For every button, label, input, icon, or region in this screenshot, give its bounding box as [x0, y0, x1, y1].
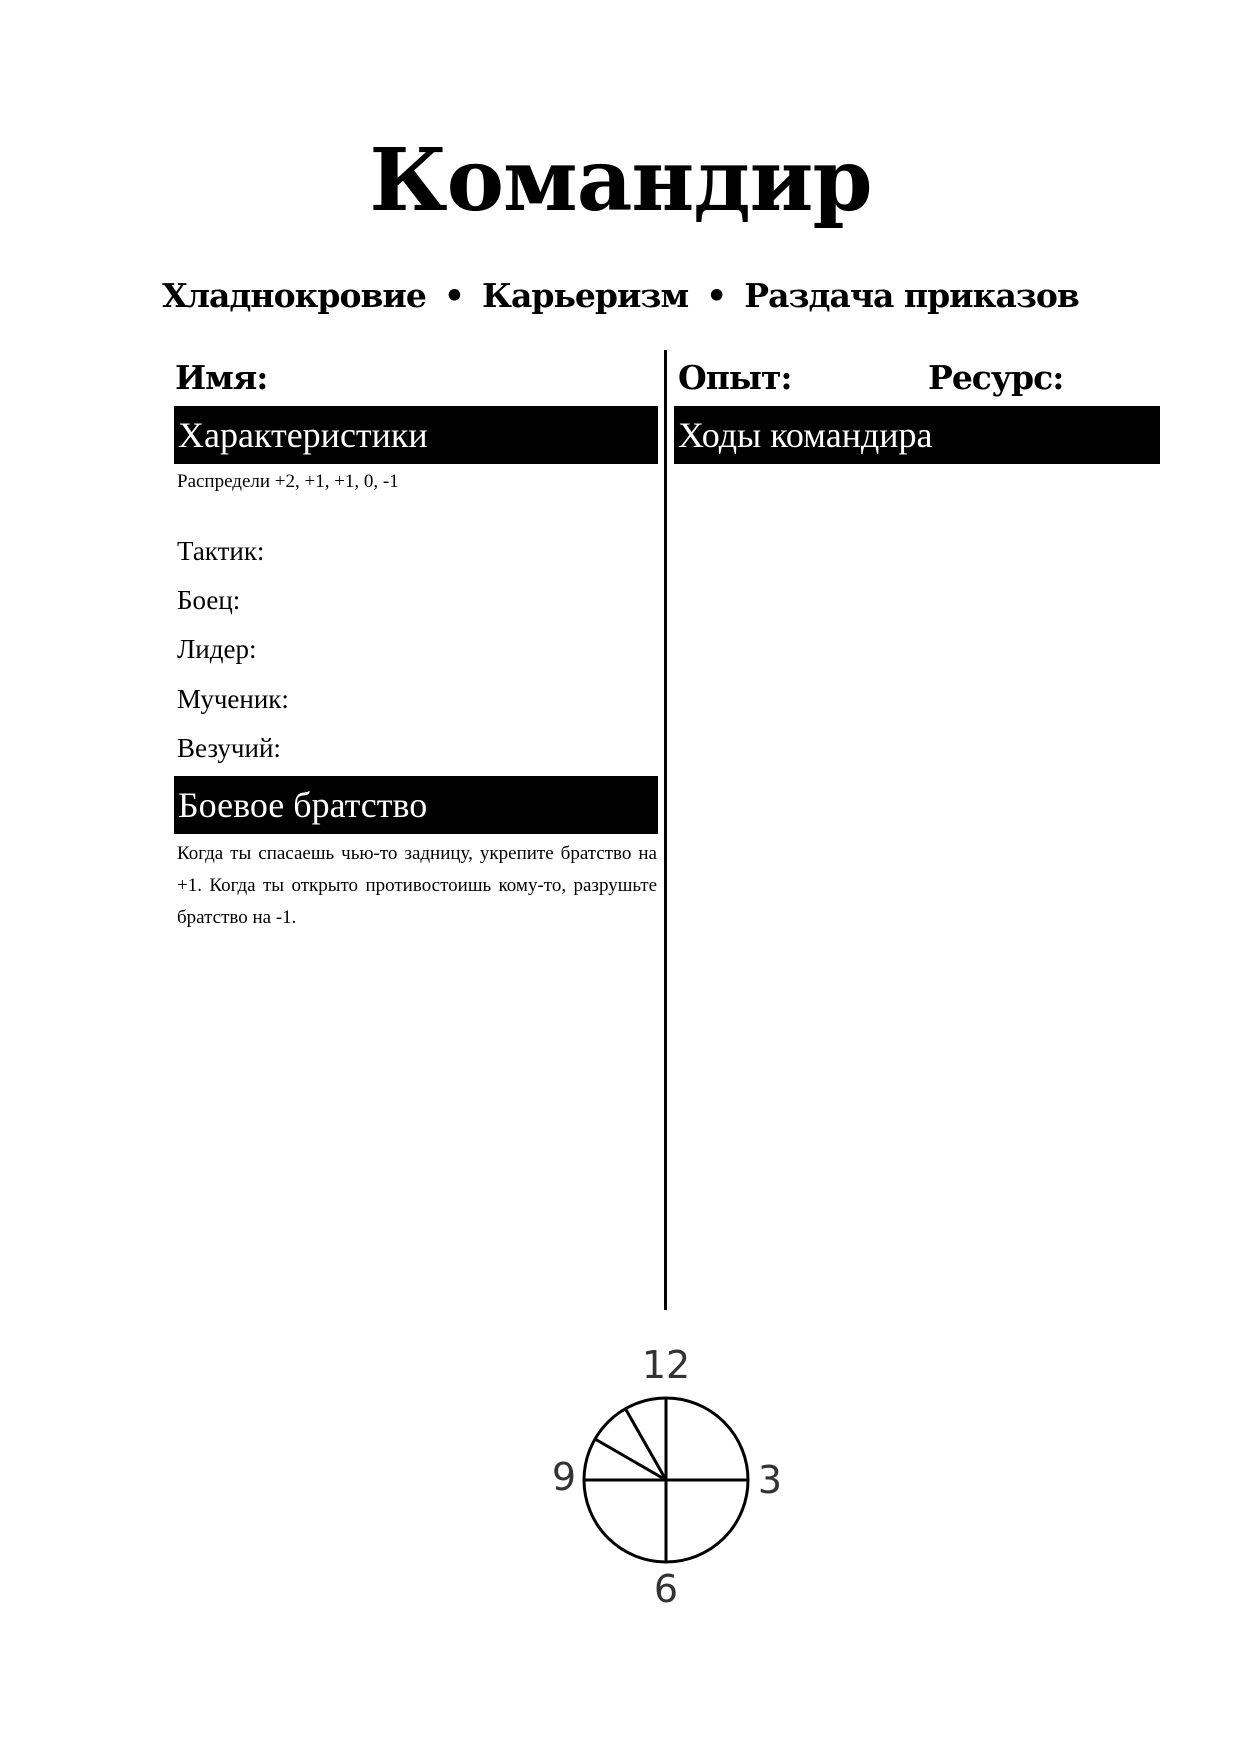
stat-lucky: Везучий:	[177, 733, 281, 763]
subtitle-item-3: Раздача приказов	[744, 276, 1079, 315]
page-title: Командир	[369, 130, 872, 231]
bullet-separator: •	[706, 276, 727, 315]
stat-martyr: Мученик:	[177, 684, 289, 714]
brotherhood-header: Боевое братство	[174, 776, 658, 834]
clock-label-6: 6	[653, 1567, 679, 1611]
clock-label-3: 3	[757, 1458, 783, 1502]
subtitle-item-2: Карьеризм	[482, 276, 689, 315]
bullet-separator: •	[443, 276, 464, 315]
stat-tactician: Тактик:	[177, 536, 265, 566]
name-field-label: Имя:	[175, 358, 268, 397]
resource-field-label: Ресурс:	[928, 358, 1064, 397]
characteristics-hint: Распредели +2, +1, +1, 0, -1	[177, 471, 399, 492]
clock-label-9: 9	[551, 1455, 577, 1499]
brotherhood-text: Когда ты спасаешь чью-то задницу, укрепите братство на +1. Когда ты открыто противостоишь кому-то, разрушьте братство на -1.	[177, 843, 657, 928]
clock-label-12: 12	[641, 1343, 691, 1387]
stat-leader: Лидер:	[177, 634, 257, 664]
experience-field-label: Опыт:	[678, 358, 792, 397]
characteristics-header: Характеристики	[174, 406, 658, 464]
moves-header: Ходы командира	[674, 406, 1160, 464]
clock-diagram	[540, 1335, 800, 1615]
subtitle-item-1: Хладнокровие	[162, 276, 426, 315]
stat-fighter: Боец:	[177, 585, 241, 615]
column-divider	[664, 350, 667, 1310]
subtitle	[0, 276, 1241, 315]
